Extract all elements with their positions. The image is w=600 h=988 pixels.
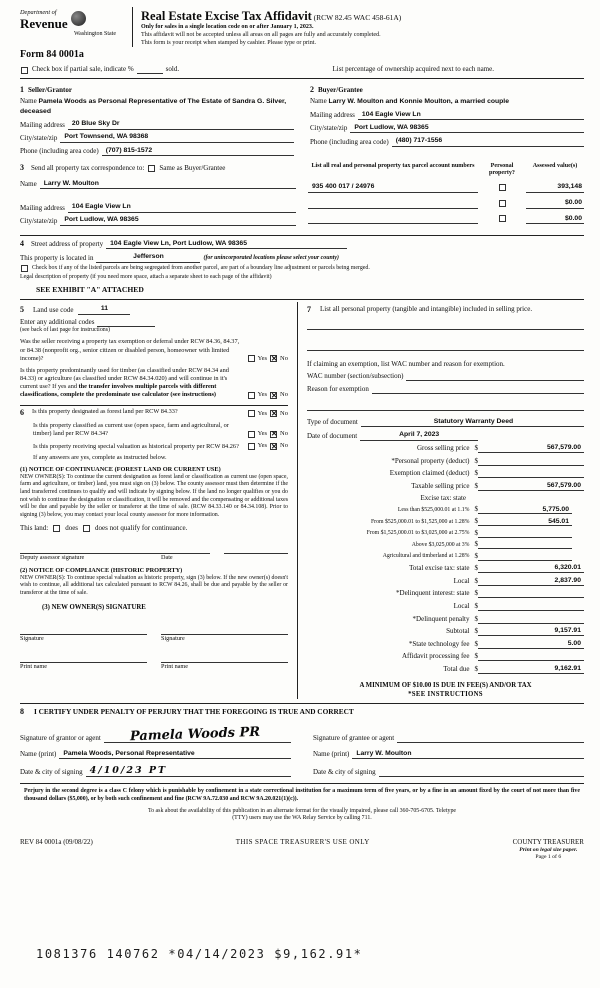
timber-no-checkbox[interactable] bbox=[270, 392, 277, 399]
notice-continuance-title: (1) NOTICE OF CONTINUANCE (FOREST LAND OR CURRENT USE) bbox=[20, 465, 221, 473]
total-due-row: Total due $ 9,162.91 bbox=[307, 665, 584, 674]
document-type-field[interactable]: Statutory Warranty Deed bbox=[361, 418, 584, 428]
parties-grid bbox=[20, 82, 584, 161]
yes-label: Yes bbox=[257, 391, 268, 399]
historic-no-checkbox[interactable] bbox=[270, 443, 277, 450]
grantee-name-print-field[interactable]: Larry W. Moulton bbox=[352, 750, 584, 760]
additional-codes-field[interactable] bbox=[97, 319, 155, 327]
rule-5 bbox=[20, 783, 584, 784]
personal-property-deduct-row: *Personal property (deduct) $ bbox=[307, 457, 584, 466]
logo-state-text: Washington State bbox=[73, 31, 116, 38]
no-label: No bbox=[280, 442, 288, 450]
deputy-signature-label: Deputy assessor signature bbox=[20, 553, 85, 561]
section-8-number: 8 bbox=[20, 707, 24, 717]
delinquent-penalty-field[interactable] bbox=[478, 615, 584, 624]
exemption-note: If claiming an exemption, list WAC number and reason for exemption. bbox=[307, 359, 505, 368]
header-note-3: This form is your receipt when stamped by cashier. Please type or print. bbox=[141, 39, 316, 46]
no-label: No bbox=[280, 391, 288, 399]
parcel-2-personal-checkbox[interactable] bbox=[499, 200, 506, 207]
rule-1 bbox=[20, 78, 584, 79]
forest-no-checkbox[interactable] bbox=[270, 410, 277, 417]
yes-label: Yes bbox=[257, 442, 268, 450]
excise-agricultural-field[interactable] bbox=[478, 553, 572, 561]
buyer-section bbox=[310, 85, 584, 156]
located-in-note: (for unincorporated locations please select your county) bbox=[203, 254, 339, 261]
grantor-date-city-label: Date & city of signing bbox=[20, 768, 83, 777]
legal-description-value: SEE EXHIBIT "A" ATTACHED bbox=[36, 284, 144, 294]
grantor-name-print-field[interactable]: Pamela Woods, Personal Representative bbox=[59, 750, 291, 760]
grantee-signature-field[interactable] bbox=[397, 728, 584, 743]
parcel-row bbox=[308, 199, 584, 209]
does-label: does bbox=[65, 523, 79, 532]
parcel-table bbox=[308, 163, 584, 226]
exemption-claimed-row: Exemption claimed (deduct) $ bbox=[307, 469, 584, 478]
county-field[interactable]: Jefferson bbox=[96, 253, 200, 263]
buyer-city-label: City/state/zip bbox=[310, 124, 348, 133]
current-use-question-text: Is this property classified as current use (open space, farm and agricultural, or timber) land per RCW 84.34? bbox=[33, 422, 229, 438]
buyer-label: Buyer/Grantee bbox=[318, 86, 363, 95]
parcel-row bbox=[308, 215, 584, 225]
see-instructions-note: *SEE INSTRUCTIONS bbox=[408, 690, 483, 698]
yes-label: Yes bbox=[257, 354, 268, 362]
total-excise-local-field[interactable]: 2,837.90 bbox=[478, 577, 584, 586]
total-excise-state-field[interactable]: 6,320.01 bbox=[478, 564, 584, 573]
excise-rate-3-row: Above $3,025,000 at 3% $ bbox=[307, 540, 584, 549]
grantor-date-city-field[interactable] bbox=[86, 765, 291, 777]
corr-name-field[interactable]: Larry W. Moulton bbox=[40, 180, 296, 190]
signature-label: Signature bbox=[20, 635, 44, 643]
section-2-number: 2 bbox=[310, 85, 314, 95]
seller-phone-label: Phone (including area code) bbox=[20, 147, 99, 156]
delinquent-penalty-row: *Delinquent penalty $ bbox=[307, 615, 584, 624]
deputy-assessor-signature-field[interactable] bbox=[20, 545, 210, 554]
no-label: No bbox=[280, 354, 288, 362]
state-technology-fee-row: *State technology fee $ 5.00 bbox=[307, 640, 584, 649]
forest-land-question-text: Is this property designated as forest land per RCW 84.33? bbox=[32, 407, 178, 415]
grantor-signature: Pamela Woods PR bbox=[129, 724, 261, 745]
header-note-1: Only for sales in a single location code on or after January 1, 2023. bbox=[141, 24, 314, 30]
personal-property-list-field-1[interactable] bbox=[307, 319, 584, 330]
taxable-selling-price-field[interactable]: 567,579.00 bbox=[478, 482, 584, 491]
buyer-name-field[interactable]: Larry W. Moulton and Konnie Moulton, a married couple bbox=[328, 98, 509, 106]
form-header bbox=[20, 7, 584, 47]
parcel-number-field[interactable] bbox=[308, 216, 478, 224]
corr-mailing-field[interactable]: 104 Eagle View Ln bbox=[68, 203, 296, 213]
notice-compliance-title: (2) NOTICE OF COMPLIANCE (HISTORIC PROPERTY) bbox=[20, 566, 183, 574]
buyer-name-label: Name bbox=[310, 97, 327, 106]
grantor-date-handwriting: 4/10/23 PT bbox=[89, 765, 168, 777]
print-name-label: Print name bbox=[20, 663, 47, 671]
personal-property-deduct-field[interactable] bbox=[478, 457, 584, 466]
page-number: Page 1 of 6 bbox=[535, 854, 562, 861]
timber-question bbox=[20, 367, 288, 400]
rule-5-6 bbox=[20, 405, 288, 406]
forest-yes-checkbox[interactable] bbox=[248, 410, 255, 417]
corr-mailing-label: Mailing address bbox=[20, 203, 65, 212]
historic-question bbox=[20, 442, 288, 450]
corr-city-label: City/state/zip bbox=[20, 217, 58, 226]
additional-codes-label: Enter any additional codes bbox=[20, 317, 95, 326]
buyer-phone-label: Phone (including area code) bbox=[310, 137, 389, 146]
grantee-signature-label: Signature of grantee or agent bbox=[313, 733, 395, 742]
excise-rate-1-1-field[interactable]: 5,775.00 bbox=[478, 506, 572, 514]
seller-name-field[interactable]: Pamela Woods as Personal Representative of The Estate of Sandra G. Silver, deceased bbox=[20, 98, 287, 116]
form-title: Real Estate Excise Tax Affidavit bbox=[141, 9, 312, 23]
personal-property-list-field-2[interactable] bbox=[307, 340, 584, 351]
legal-description-label: Legal description of property (if you need more space, attach a separate sheet to each page of the affidavit) bbox=[20, 274, 272, 281]
forest-land-question bbox=[20, 408, 288, 418]
perjury-notice bbox=[20, 787, 584, 824]
rev-number: REV 84 0001a (09/08/22) bbox=[20, 837, 93, 846]
section-5-number: 5 bbox=[20, 304, 24, 314]
correspondence-parcels-grid bbox=[20, 161, 584, 232]
total-excise-local-row: Local $ 2,837.90 bbox=[307, 577, 584, 586]
buyer-mailing-field[interactable]: 104 Eagle View Ln bbox=[358, 111, 584, 121]
excise-rate-1-28-row: From $525,000.01 to $1,525,000 at 1.28% $ 545.01 bbox=[307, 517, 584, 526]
subtotal-field[interactable]: 9,157.91 bbox=[478, 627, 584, 636]
certification-statement: I CERTIFY UNDER PENALTY OF PERJURY THAT THE FOREGOING IS TRUE AND CORRECT bbox=[34, 707, 354, 717]
segregated-label: Check box if any of the listed parcels are being segregated from another parcel, are part of a boundary line adjustment or parcels being merged. bbox=[32, 265, 370, 272]
excise-agricultural-row: Agricultural and timberland at 1.28% $ bbox=[307, 552, 584, 561]
delinquent-interest-state-field[interactable] bbox=[478, 589, 584, 598]
same-as-buyer-checkbox[interactable] bbox=[148, 165, 155, 172]
column-divider bbox=[297, 302, 298, 700]
left-column bbox=[20, 302, 288, 700]
excise-rate-2-75-row: From $1,525,000.01 to $3,025,000 at 2.75% $ bbox=[307, 529, 584, 538]
total-excise-state-row: Total excise tax: state $ 6,320.01 bbox=[307, 564, 584, 573]
grantor-signature-field[interactable] bbox=[104, 724, 291, 745]
section-7-number: 7 bbox=[307, 304, 311, 314]
exemption-reason-field[interactable] bbox=[372, 386, 584, 394]
assessed-value-field[interactable]: $0.00 bbox=[526, 215, 584, 225]
excise-rate-1-1-row: Less than $525,000.01 at 1.1% $ 5,775.00 bbox=[307, 505, 584, 514]
wac-number-field[interactable] bbox=[406, 373, 584, 381]
parcel-1-personal-checkbox[interactable] bbox=[499, 184, 506, 191]
exemption-question bbox=[20, 338, 288, 363]
assessed-value-field[interactable]: 393,148 bbox=[526, 183, 584, 193]
land-does-checkbox[interactable] bbox=[53, 525, 60, 532]
partial-sale-row bbox=[20, 65, 584, 74]
parcel-number-field[interactable] bbox=[308, 201, 478, 209]
page-footer bbox=[20, 838, 584, 862]
section-7 bbox=[307, 302, 584, 700]
this-land-label: This land: bbox=[20, 523, 49, 532]
seller-section bbox=[20, 85, 294, 156]
county-treasurer-label: COUNTY TREASURER bbox=[512, 837, 584, 846]
excise-rate-1-28-field[interactable]: 545.01 bbox=[478, 518, 572, 526]
property-section bbox=[20, 239, 584, 294]
grantee-date-city-field[interactable] bbox=[379, 765, 584, 777]
minimum-fee-note: A MINIMUM OF $10.00 IS DUE IN FEE(S) AND/OR TAX bbox=[359, 681, 532, 689]
current-use-no-checkbox[interactable] bbox=[270, 431, 277, 438]
exemption-claimed-field[interactable] bbox=[478, 469, 584, 478]
notice-compliance-body: NEW OWNER(S): To continue special valuation as historic property, sign (3) below. If the new owner(s) doesn't wish to continue, all additional tax calculated pursuant to RCW 84.26, shall be due and payable by the seller or transferor at the time of sale. bbox=[20, 574, 288, 597]
print-name-label: Print name bbox=[161, 663, 188, 671]
sections-5-6-7-grid bbox=[20, 300, 584, 700]
land-does-not-checkbox[interactable] bbox=[83, 525, 90, 532]
additional-codes-note: (see back of last page for instructions) bbox=[20, 326, 110, 333]
personal-property-intro: List all personal property (tangible and intangible) included in selling price. bbox=[320, 304, 533, 313]
current-use-question bbox=[20, 422, 288, 438]
grantor-name-print-label: Name (print) bbox=[20, 750, 57, 759]
certification-section bbox=[20, 707, 584, 777]
parcel-row bbox=[308, 183, 584, 193]
dor-seal-icon bbox=[71, 11, 86, 26]
seller-label: Seller/Grantor bbox=[28, 86, 72, 95]
land-use-label: Land use code bbox=[33, 305, 74, 314]
yes-label: Yes bbox=[257, 409, 268, 417]
grantee-signature-block bbox=[313, 718, 584, 778]
document-date-field[interactable]: April 7, 2023 bbox=[360, 431, 478, 441]
timber-yes-checkbox[interactable] bbox=[248, 392, 255, 399]
affidavit-processing-fee-field[interactable] bbox=[478, 652, 584, 661]
document-date-label: Date of document bbox=[307, 431, 358, 440]
affidavit-processing-fee-row: Affidavit processing fee $ bbox=[307, 652, 584, 661]
parcel-table-header bbox=[308, 163, 584, 177]
current-use-yes-checkbox[interactable] bbox=[248, 431, 255, 438]
corr-name-label: Name bbox=[20, 180, 37, 189]
seller-mailing-field[interactable]: 20 Blue Sky Dr bbox=[68, 120, 294, 130]
ownership-note: List percentage of ownership acquired next to each name. bbox=[332, 65, 494, 74]
seller-name-label: Name bbox=[20, 97, 37, 106]
section-6-number: 6 bbox=[20, 407, 24, 417]
rule-2 bbox=[20, 235, 584, 236]
corr-city-field[interactable]: Port Ludlow, WA 98365 bbox=[60, 216, 296, 226]
dor-logo bbox=[20, 7, 124, 47]
deputy-date-label: Date bbox=[161, 553, 173, 561]
excise-tax-state-header: Excise tax: state bbox=[420, 493, 466, 502]
exemption-reason-field-2[interactable] bbox=[307, 400, 584, 411]
deputy-date-field[interactable] bbox=[224, 545, 288, 554]
yes-label: Yes bbox=[257, 430, 268, 438]
treasurer-space-label: THIS SPACE TREASURER'S USE ONLY bbox=[235, 837, 370, 846]
buyer-mailing-label: Mailing address bbox=[310, 111, 355, 120]
document-type-label: Type of document bbox=[307, 418, 358, 427]
parcel-number-field[interactable]: 935 400 017 / 24976 bbox=[308, 183, 478, 193]
correspondence-label: Send all property tax correspondence to: bbox=[31, 163, 145, 172]
logo-revenue-text: Revenue bbox=[20, 16, 68, 32]
exemption-question-text: Was the seller receiving a property tax exemption or deferral under RCW 84.36, 84.37, or 84.38 (nonprofit org., senior citizen or disabled person, homeowner with limited income)? bbox=[20, 338, 240, 362]
buyer-phone-field[interactable]: (480) 717-1556 bbox=[392, 137, 584, 147]
timber-question-text: Is this property predominantly used for timber (as classified under RCW 84.34 and 84.33) or agriculture (as classified under RCW 84.34.020) and will continue in it's current use? If yes and the transfer involves multiple parcels with different classifications, complete the predominate use calculator (see instructions) bbox=[20, 366, 229, 399]
section-1-number: 1 bbox=[20, 85, 24, 95]
total-due-field[interactable]: 9,162.91 bbox=[478, 665, 584, 674]
street-address-field[interactable]: 104 Eagle View Ln, Port Ludlow, WA 98365 bbox=[106, 240, 346, 250]
grantee-name-print-label: Name (print) bbox=[313, 750, 350, 759]
state-technology-fee-field[interactable]: 5.00 bbox=[478, 640, 584, 649]
seller-phone-field[interactable]: (707) 815-1572 bbox=[102, 147, 294, 157]
seller-mailing-label: Mailing address bbox=[20, 120, 65, 129]
header-note-2: This affidavit will not be accepted unless all areas on all pages are fully and accurately completed. bbox=[141, 31, 381, 38]
partial-sale-percent-field[interactable] bbox=[137, 66, 163, 74]
seller-city-label: City/state/zip bbox=[20, 134, 58, 143]
historic-yes-checkbox[interactable] bbox=[248, 443, 255, 450]
signature-label: Signature bbox=[161, 635, 185, 643]
historic-question-text: Is this property receiving special valuation as historical property per RCW 84.26? bbox=[33, 442, 239, 450]
personal-property-col-header: Personal property? bbox=[489, 163, 515, 177]
form-rcw: (RCW 82.45 WAC 458-61A) bbox=[313, 13, 402, 22]
form-number: Form 84 0001a bbox=[20, 49, 84, 61]
new-owner-signature-1-field[interactable] bbox=[20, 626, 147, 635]
segregated-checkbox[interactable] bbox=[21, 265, 28, 272]
excise-rate-3-field[interactable] bbox=[478, 541, 572, 549]
buyer-city-field[interactable]: Port Ludlow, WA 98365 bbox=[350, 124, 584, 134]
land-use-code-field[interactable]: 11 bbox=[78, 305, 130, 315]
same-as-buyer-label: Same as Buyer/Grantee bbox=[159, 163, 226, 172]
new-owner-print-1-field[interactable] bbox=[20, 654, 147, 663]
header-divider bbox=[132, 7, 133, 47]
no-label: No bbox=[280, 409, 288, 417]
perjury-paragraph: Perjury in the second degree is a class C felony which is punishable by confinement in a state correctional institution for a maximum term of five years, or by a fine in an amount fixed by the court of not more than five thousand dollars ($5,000), or by both such confinement and fine (RCW 9A.72.030 and RCW 9A.20.021(1)(c)). bbox=[24, 788, 580, 802]
located-in-label: This property is located in bbox=[20, 253, 94, 262]
logo-dept-text: Department of bbox=[20, 9, 57, 16]
partial-sale-checkbox[interactable] bbox=[21, 67, 28, 74]
new-owner-signature-2-field[interactable] bbox=[161, 626, 288, 635]
no-label: No bbox=[280, 430, 288, 438]
assessed-value-col-header: Assessed value(s) bbox=[532, 163, 578, 170]
section-3-number: 3 bbox=[20, 163, 24, 173]
grantee-date-city-label: Date & city of signing bbox=[313, 768, 376, 777]
parcel-col-header: List all real and personal property tax parcel account numbers bbox=[311, 163, 475, 170]
rule-4 bbox=[20, 703, 584, 704]
delinquent-interest-state-row: *Delinquent interest: state $ bbox=[307, 589, 584, 598]
section-4-number: 4 bbox=[20, 239, 24, 249]
delinquent-interest-local-row: Local $ bbox=[307, 602, 584, 611]
grantor-signature-label: Signature of grantor or agent bbox=[20, 733, 101, 742]
reason-label: Reason for exemption bbox=[307, 384, 369, 393]
excise-rate-2-75-field[interactable] bbox=[478, 530, 572, 538]
taxable-selling-price-row: Taxable selling price $ 567,579.00 bbox=[307, 482, 584, 491]
subtotal-row: Subtotal $ 9,157.91 bbox=[307, 627, 584, 636]
partial-sale-label: Check box if partial sale, indicate % bbox=[32, 65, 134, 74]
notice-continuance-body: NEW OWNER(S): To continue the current designation as forest land or classification as current use (open space, farm and agriculture, or timber) land, you must sign on (3) below. The county assessor must then determine if the land transferred continues to qualify and will indicate by signing below. If the land no longer qualifies or you do not wish to continue the designation or classification, it will be removed and the compensating or additional taxes will be due and payable by the seller or transferor at the time of sale. (RCW 84.33.140 or 84.34.108). Prior to signing (3) below, you may contact your local county assessor for more information. bbox=[20, 473, 288, 519]
assessed-value-field[interactable]: $0.00 bbox=[526, 199, 584, 209]
accessibility-note-line-2: (TTY) users may use the WA Relay Service by calling 711. bbox=[232, 815, 372, 822]
street-address-label: Street address of property bbox=[31, 240, 104, 249]
wac-number-label: WAC number (section/subsection) bbox=[307, 372, 404, 381]
gross-selling-price-row: Gross selling price $ 567,579.00 bbox=[307, 444, 584, 453]
parcel-3-personal-checkbox[interactable] bbox=[499, 215, 506, 222]
accessibility-note-line-1: To ask about the availability of this publication in an alternate format for the visually impaired, please call 360-705-6705. Teletype bbox=[147, 807, 457, 814]
new-owner-print-2-field[interactable] bbox=[161, 654, 288, 663]
title-block bbox=[141, 7, 584, 47]
partial-sale-suffix: sold. bbox=[165, 65, 180, 74]
exemption-yes-checkbox[interactable] bbox=[248, 355, 255, 362]
if-yes-note: If any answers are yes, complete as instructed below. bbox=[33, 453, 167, 461]
new-owner-signature-title: (3) NEW OWNER(S) SIGNATURE bbox=[42, 603, 146, 611]
does-not-label: does not qualify for continuance. bbox=[95, 523, 188, 532]
gross-selling-price-field[interactable]: 567,579.00 bbox=[478, 444, 584, 453]
delinquent-interest-local-field[interactable] bbox=[478, 602, 584, 611]
seller-city-field[interactable]: Port Townsend, WA 98368 bbox=[60, 133, 294, 143]
exemption-no-checkbox[interactable] bbox=[270, 355, 277, 362]
correspondence-section bbox=[20, 163, 296, 226]
grantor-signature-block bbox=[20, 718, 291, 778]
legal-size-note: Print on legal size paper. bbox=[519, 846, 578, 853]
treasurer-stamp: 1081376 140762 *04/14/2023 $9,162.91* bbox=[36, 947, 363, 961]
